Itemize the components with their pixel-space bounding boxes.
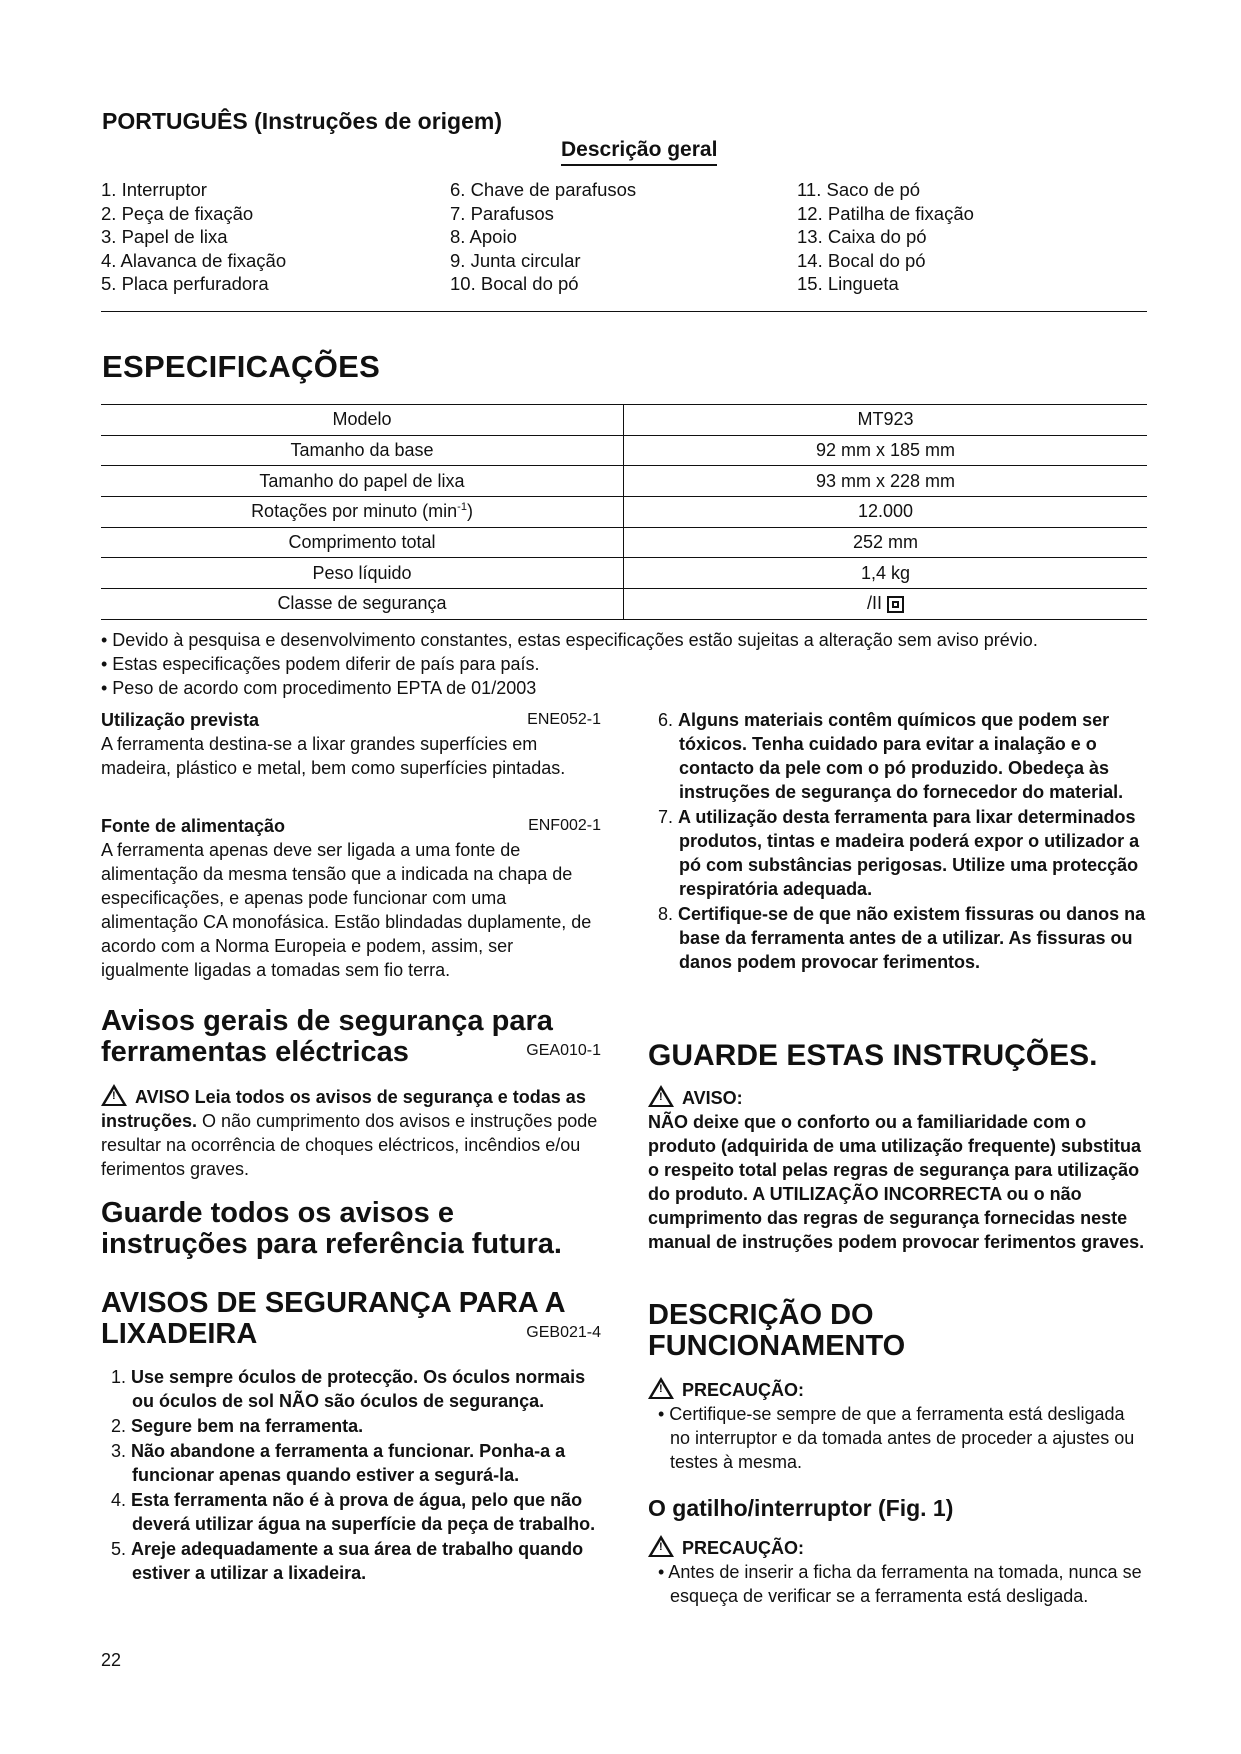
- page-number: 22: [101, 1650, 122, 1670]
- part-item: 13. Caixa do pó: [797, 226, 927, 247]
- class-ii-double-insulation-icon: [887, 596, 904, 613]
- list-item: 7. A utilização desta ferramenta para lixar determinados produtos, tintas e madeira poderá expor o utilizador a pó com substâncias perigosas. Utilize uma protecção respiratória adequada.: [658, 807, 1140, 899]
- part-item: 12. Patilha de fixação: [797, 202, 974, 224]
- spec-value: 12.000: [624, 497, 1148, 528]
- part-item: 8. Apoio: [450, 226, 517, 247]
- specifications-table: [101, 404, 1147, 620]
- part-item: 5. Placa perfuradora: [101, 273, 269, 294]
- part-item: 10. Bocal do pó: [450, 273, 579, 294]
- general-warnings-heading: Avisos gerais de segurança para ferramentas eléctricas GEA010-1: [101, 1005, 601, 1068]
- warning-triangle-icon: [101, 1084, 127, 1106]
- reference-code: ENF002-1: [528, 817, 601, 834]
- table-row: [101, 497, 1147, 528]
- reference-code: GEB021-4: [526, 1324, 601, 1341]
- list-item: 4. Esta ferramenta não é à prova de água, pelo que não deverá utilizar água na superfície da peça de trabalho.: [111, 1490, 596, 1534]
- list-item: 5. Areje adequadamente a sua área de trabalho quando estiver a utilizar a lixadeira.: [111, 1539, 584, 1583]
- intended-use-section: [101, 708, 601, 780]
- part-item: 4. Alavanca de fixação: [101, 249, 287, 271]
- spec-label: Rotações por minuto $(\min^{-1})$: [101, 497, 624, 528]
- reference-code: GEA010-1: [526, 1042, 601, 1059]
- warning-triangle-icon: [648, 1085, 674, 1107]
- spec-value: 93 mm x 228 mm: [624, 466, 1148, 497]
- parts-column-3: [797, 178, 974, 296]
- spec-value: 1,4 kg: [624, 558, 1148, 589]
- table-row: [101, 527, 1147, 558]
- trigger-switch-heading: O gatilho/interruptor (Fig. 1): [648, 1495, 954, 1521]
- spec-label: Tamanho da base: [101, 435, 624, 466]
- spec-label: Classe de segurança: [101, 589, 624, 620]
- spec-value: 92 mm x 185 mm: [624, 435, 1148, 466]
- paragraph: • Certifique-se sempre de que a ferramenta está desligada no interruptor e da tomada antes de proceder a ajustes ou testes à mesma.: [658, 1404, 1135, 1472]
- caution-block-2: !PRECAUÇÃO: • Antes de inserir a ficha da ferramenta na tomada, nunca se esqueça de verificar se a ferramenta está desligada.: [648, 1535, 1148, 1608]
- description-heading: Descrição geral: [561, 138, 717, 166]
- spec-label: Peso líquido: [101, 558, 624, 589]
- spec-note: • Devido à pesquisa e desenvolvimento constantes, estas especificações estão sujeitas a alteração sem aviso prévio.: [101, 630, 1038, 650]
- table-row: [101, 405, 1147, 436]
- specifications-title: ESPECIFICAÇÕES: [102, 349, 381, 384]
- list-item: 8. Certifique-se de que não existem fissuras ou danos na base da ferramenta antes de a utilizar. As fissuras ou danos podem provocar ferimentos.: [658, 904, 1146, 972]
- spec-label: Modelo: [101, 405, 624, 436]
- keep-warnings-heading: Guarde todos os avisos e instruções para referência futura.: [101, 1197, 562, 1260]
- spec-label: Tamanho do papel de lixa: [101, 466, 624, 497]
- reference-code: ENE052-1: [527, 711, 601, 728]
- warning-triangle-icon: [648, 1377, 674, 1399]
- part-item: 11. Saco de pó: [797, 179, 921, 200]
- paragraph: A ferramenta apenas deve ser ligada a uma fonte de alimentação da mesma tensão que a indicada na chapa de especificações, e apenas pode funcionar com uma alimentação CA monofásica. Estão blindadas duplamente, de acordo com a Norma Europeia e podem, assim, ser igualmente ligadas a tomadas sem fio terra.: [101, 840, 592, 980]
- warning-triangle-icon: [648, 1535, 674, 1557]
- parts-column-1: [101, 178, 286, 296]
- part-item: 6. Chave de parafusos: [450, 179, 637, 200]
- sander-warnings-heading: AVISOS DE SEGURANÇA PARA A LIXADEIRA GEB021-4: [101, 1287, 601, 1350]
- section-divider: [101, 311, 1147, 312]
- spec-value: MT923: [624, 405, 1148, 436]
- parts-column-2: [450, 178, 636, 296]
- paragraph: A ferramenta destina-se a lixar grandes superfícies em madeira, plástico e metal, bem como superfícies pintadas.: [101, 734, 566, 778]
- part-item: 14. Bocal do pó: [797, 249, 926, 271]
- list-item: 6. Alguns materiais contêm químicos que podem ser tóxicos. Tenha cuidado para evitar a inalação e o contacto da pele com o pó produzido. Obedeça às instruções de segurança do fornecedor do material.: [658, 710, 1124, 802]
- spec-value: 252 mm: [624, 527, 1148, 558]
- table-row: [101, 589, 1147, 620]
- part-item: 1. Interruptor: [101, 179, 207, 200]
- part-item: 7. Parafusos: [450, 202, 554, 224]
- paragraph: NÃO deixe que o conforto ou a familiaridade com o produto (adquirida de uma utilização frequente) substitua o respeito total pelas regras de segurança para utilização do produto. A UTILIZAÇÃO INCORRECTA ou o não cumprimento das regras de segurança fornecidas neste manual de instruções podem provocar ferimentos graves.: [648, 1112, 1145, 1252]
- table-row: [101, 435, 1147, 466]
- caution-block-1: !PRECAUÇÃO: • Certifique-se sempre de que a ferramenta está desligada no interruptor e da tomada antes de proceder a ajustes ou testes à mesma.: [648, 1377, 1148, 1474]
- sander-warnings-list-1: [101, 1365, 601, 1586]
- spec-notes: [101, 628, 1161, 700]
- list-item: 1. Use sempre óculos de protecção. Os óculos normais ou óculos de sol NÃO são óculos de segurança.: [111, 1367, 586, 1411]
- power-supply-section: [101, 814, 601, 982]
- sander-warnings-list-2: [648, 708, 1148, 975]
- table-row: [101, 466, 1147, 497]
- spec-note: • Estas especificações podem diferir de país para país.: [101, 654, 540, 674]
- spec-value: /II: [624, 589, 1148, 620]
- table-row: [101, 558, 1147, 589]
- section-subtitle: Fonte de alimentação ENF002-1: [101, 816, 601, 836]
- spec-note: • Peso de acordo com procedimento EPTA de 01/2003: [101, 678, 537, 698]
- paragraph: • Antes de inserir a ficha da ferramenta na tomada, nunca se esqueça de verificar se a ferramenta está desligada.: [658, 1562, 1142, 1606]
- spec-label: Comprimento total: [101, 527, 624, 558]
- part-item: 9. Junta circular: [450, 249, 581, 271]
- list-item: 3. Não abandone a ferramenta a funcionar. Ponha-a a funcionar apenas quando estiver a segurá-la.: [111, 1441, 566, 1485]
- list-item: 2. Segure bem na ferramenta.: [111, 1416, 364, 1436]
- save-instructions-heading: GUARDE ESTAS INSTRUÇÕES.: [648, 1039, 1098, 1072]
- part-item: 2. Peça de fixação: [101, 202, 254, 224]
- part-item: 15. Lingueta: [797, 273, 899, 294]
- general-warning-block: !AVISO Leia todos os avisos de segurança e todas as instruções. O não cumprimento dos avisos e instruções pode resultar na ocorrência de choques eléctricos, incêndios e/ou ferimentos graves.: [101, 1084, 601, 1181]
- aviso-block: !AVISO: NÃO deixe que o conforto ou a familiaridade com o produto (adquirida de uma utilização frequente) substitua o respeito total pelas regras de segurança para utilização do produto. A UTILIZAÇÃO INCORRECTA ou o não cumprimento das regras de segurança fornecidas neste manual de instruções podem provocar ferimentos graves.: [648, 1085, 1148, 1254]
- language-title: PORTUGUÊS (Instruções de origem): [102, 108, 503, 134]
- functional-description-heading: DESCRIÇÃO DO FUNCIONAMENTO: [648, 1299, 906, 1362]
- part-item: 3. Papel de lixa: [101, 226, 228, 247]
- section-subtitle: Utilização prevista ENE052-1: [101, 710, 601, 730]
